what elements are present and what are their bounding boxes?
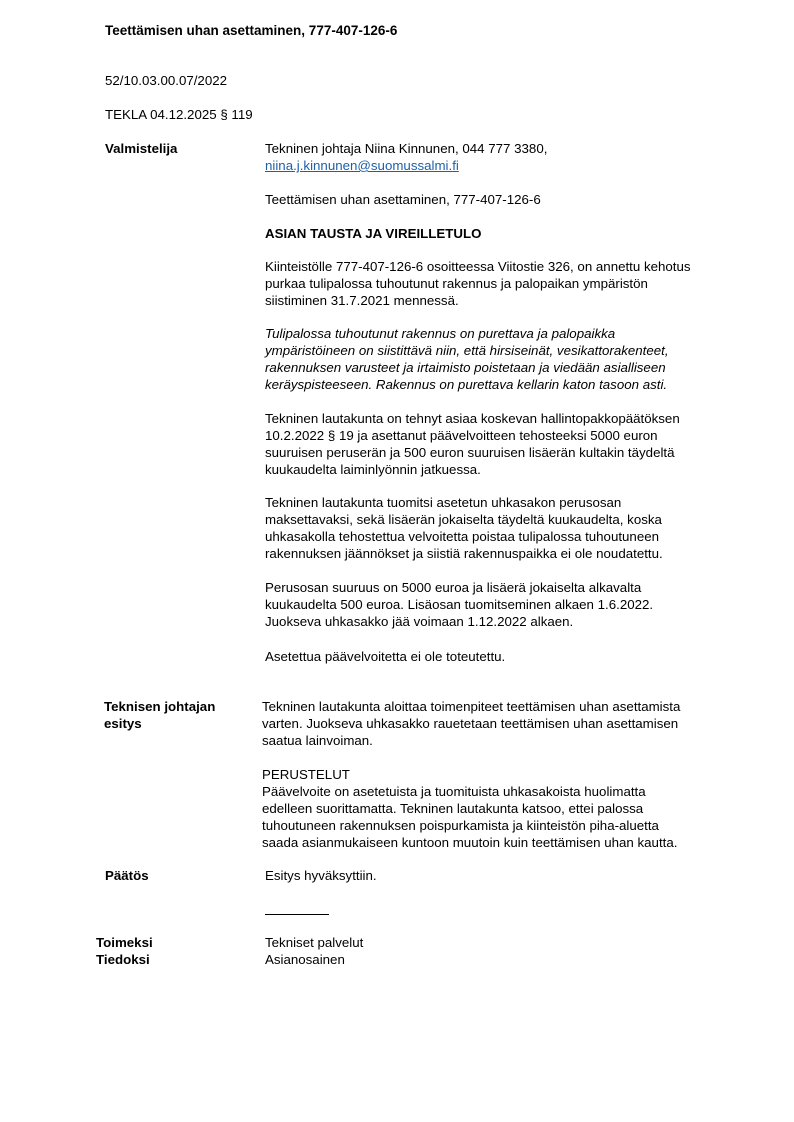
paragraph-line: varten. Juokseva uhkasakko rauetetaan teettämisen uhan asettamisen xyxy=(262,716,679,731)
preparer-info: Tekninen johtaja Niina Kinnunen, 044 777 3380, xyxy=(265,141,548,156)
background-paragraph-1 xyxy=(265,258,691,309)
paragraph-line: rakennuksen jäännökset ja siistiä rakennuspaikka ei ole noudatettu. xyxy=(265,546,663,561)
paragraph-line: rakennuksen varusteet ja irtaimisto poistetaan ja viedään asialliseen xyxy=(265,360,666,375)
paragraph-line: kuukaudelta laiminlyönnin jatkuessa. xyxy=(265,462,481,477)
paragraph-line: Tekninen lautakunta tuomitsi asetetun uhkasakon perusosan xyxy=(265,495,622,510)
background-paragraph-4 xyxy=(265,494,663,562)
paragraph-line: purkaa tulipalossa tuhoutunut rakennus ja palopaikan ympäristön xyxy=(265,276,648,291)
paragraph-line: saatua lainvoiman. xyxy=(262,733,373,748)
paatos-text: Esitys hyväksyttiin. xyxy=(265,868,377,883)
signature-divider xyxy=(265,914,329,915)
perustelut-paragraph xyxy=(262,783,677,851)
paragraph-line: Kiinteistölle 777-407-126-6 osoitteessa Viitostie 326, on annettu kehotus xyxy=(265,259,691,274)
tiedoksi-label: Tiedoksi xyxy=(96,952,150,967)
paragraph-line: Tekninen lautakunta aloittaa toimenpiteet teettämisen uhan asettamista xyxy=(262,699,681,714)
paragraph-line: Tekninen lautakunta on tehnyt asiaa koskevan hallintopakkopäätöksen xyxy=(265,411,680,426)
paragraph-line: Juokseva uhkasakko jää voimaan 1.12.2022 alkaen. xyxy=(265,614,574,629)
paatos-label: Päätös xyxy=(105,868,149,883)
meeting-reference: TEKLA 04.12.2025 § 119 xyxy=(105,107,253,122)
preparer-email-link[interactable]: niina.j.kinnunen@suomussalmi.fi xyxy=(265,158,459,173)
paragraph-line: siistiminen 31.7.2021 mennessä. xyxy=(265,293,459,308)
toimeksi-label: Toimeksi xyxy=(96,935,153,950)
background-paragraph-2 xyxy=(265,325,669,393)
section-heading: ASIAN TAUSTA JA VIREILLETULO xyxy=(265,226,482,241)
esitys-label-line1: Teknisen johtajan xyxy=(104,699,216,714)
tiedoksi-value: Asianosainen xyxy=(265,952,345,967)
paragraph-line: suuruisen peruserän ja 500 euron suuruisen lisäerän kultakin täydeltä xyxy=(265,445,675,460)
paragraph-line: Päävelvoite on asetetuista ja tuomituista uhkasakoista huolimatta xyxy=(262,784,646,799)
paragraph-line: keräyspisteeseen. Rakennus on purettava kellarin katon tasoon asti. xyxy=(265,377,668,392)
paragraph-line: Tulipalossa tuhoutunut rakennus on purettava ja palopaikka xyxy=(265,326,616,341)
paragraph-line: kuukaudelta 500 euroa. Lisäosan tuomitseminen alkaen 1.6.2022. xyxy=(265,597,654,612)
paragraph-line: saada asianmukaiseen kuntoon muutoin kuin teettämisen uhan kautta. xyxy=(262,835,678,850)
subject-line: Teettämisen uhan asettaminen, 777-407-126-6 xyxy=(265,192,541,207)
paragraph-line: edelleen suorittamatta. Tekninen lautakunta katsoo, ettei palossa xyxy=(262,801,644,816)
esitys-proposal xyxy=(262,698,680,749)
paragraph-line: Perusosan suuruus on 5000 euroa ja lisäerä jokaiselta alkavalta xyxy=(265,580,642,595)
document-title: Teettämisen uhan asettaminen, 777-407-126-6 xyxy=(105,23,398,38)
paragraph-line: maksettavaksi, sekä lisäerän jokaiselta täydeltä kuukaudelta, koska xyxy=(265,512,662,527)
paragraph-line: uhkasakolla tehostettua velvoitetta poistaa tulipalossa tuhoutuneen xyxy=(265,529,660,544)
paragraph-line: tuhoutuneen rakennuksen poispurkamista ja kiinteistön piha-aluetta xyxy=(262,818,659,833)
paragraph-line: ympäristöineen on siistittävä niin, että hirsiseinät, vesikattorakenteet, xyxy=(265,343,669,358)
background-paragraph-5 xyxy=(265,579,653,630)
perustelut-heading: PERUSTELUT xyxy=(262,767,350,782)
esitys-label-line2: esitys xyxy=(104,716,142,731)
valmistelija-label: Valmistelija xyxy=(105,141,178,156)
background-paragraph-6 xyxy=(265,648,505,665)
toimeksi-value: Tekniset palvelut xyxy=(265,935,364,950)
paragraph-line: 10.2.2022 § 19 ja asettanut päävelvoitteen tehosteeksi 5000 euron xyxy=(265,428,658,443)
background-paragraph-3 xyxy=(265,410,680,478)
paragraph-line: Asetettua päävelvoitetta ei ole toteutettu. xyxy=(265,649,506,664)
record-id: 52/10.03.00.07/2022 xyxy=(105,73,228,88)
